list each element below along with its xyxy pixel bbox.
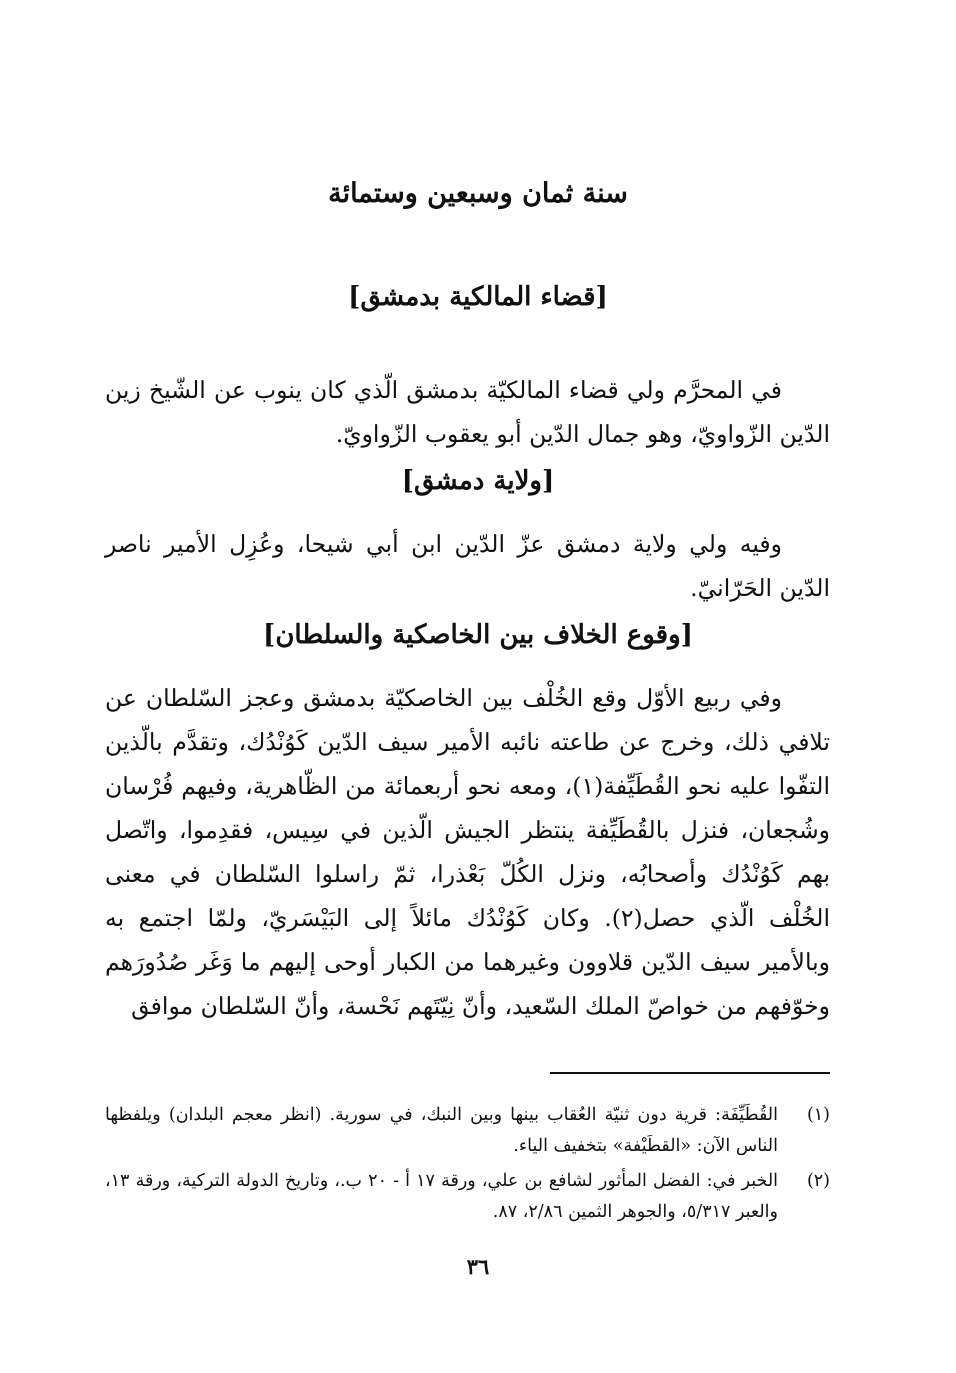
footnote-text: القُطَيِّفَة: قرية دون ثنيّة العُقاب بينها وبين النبك، في سورية. (انظر معجم البلدان) ويلفظها الناس الآن: «القطَيْفة» بتخفيف الياء.: [105, 1105, 778, 1156]
footnote-item: [105, 1100, 830, 1162]
year-title: سنة ثمان وسبعين وستمائة: [328, 178, 628, 209]
footnotes-list: [105, 1100, 830, 1232]
section-heading-maliki-judiciary: [قضاء المالكية بدمشق]: [348, 282, 608, 312]
paragraph-khasakiyya-conflict: وفي ربيع الأوّل وقع الخُلْف بين الخاصكيّة بدمشق وعجز السّلطان عن تلافي ذلك، وخرج عن طاعته نائبه الأمير سيف الدّين كَوُنْدُك، وتقدَّم بالّذين التفّوا عليه نحو القُطَيِّفة(١)، ومعه نحو أربعمائة من الظّاهرية، وفيهم فُرْسان وشُجعان، فنزل بالقُطَيِّفة ينتظر الجيش الّذين في سِيس، فقدِموا، واتّصل بهم كَوُنْدُك وأصحابُه، ونزل الكُلّ بَعْذرا، ثمّ راسلوا السّلطان في معنى الخُلْف الّذي حصل(٢). وكان كَوُنْدُك مائلاً إلى البَيْسَريّ، ولمّا اجتمع به وبالأمير سيف الدّين قلاوون وغيرهما من الكبار أوحى إليهم ما وَغَر صُدُورَهم وخوّفهم من خواصّ الملك السّعيد، وأنّ نِيّتَهم نَحْسة، وأنّ السّلطان موافق: [105, 684, 830, 1020]
paragraph-damascus-governorship: وفيه ولي ولاية دمشق عزّ الدّين ابن أبي شيحا، وعُزِل الأمير ناصر الدّين الحَرّانيّ.: [105, 530, 830, 602]
page-number: ٣٦: [466, 1254, 490, 1279]
footnote-number: (٢): [806, 1171, 830, 1191]
section-heading-khasakiyya-conflict: [وقوع الخلاف بين الخاصكية والسلطان]: [263, 620, 693, 650]
footnote-item: [105, 1166, 830, 1228]
footnote-separator: [550, 1072, 830, 1074]
section-heading-damascus-governorship: [ولاية دمشق]: [401, 466, 555, 496]
footnote-text: الخبر في: الفضل المأثور لشافع بن علي، ورقة ١٧ أ - ٢٠ ب.، وتاريخ الدولة التركية، ورقة ١٣، والعبر ٥/٣١٧، والجوهر الثمين ٢/٨٦، ٨٧.: [105, 1171, 779, 1222]
paragraph-maliki-judiciary: في المحرَّم ولي قضاء المالكيّة بدمشق الّذي كان ينوب عن الشّيخ زين الدّين الزّواويّ، وهو جمال الدّين أبو يعقوب الزّواويّ.: [105, 376, 830, 448]
footnote-number: (١): [806, 1105, 830, 1125]
